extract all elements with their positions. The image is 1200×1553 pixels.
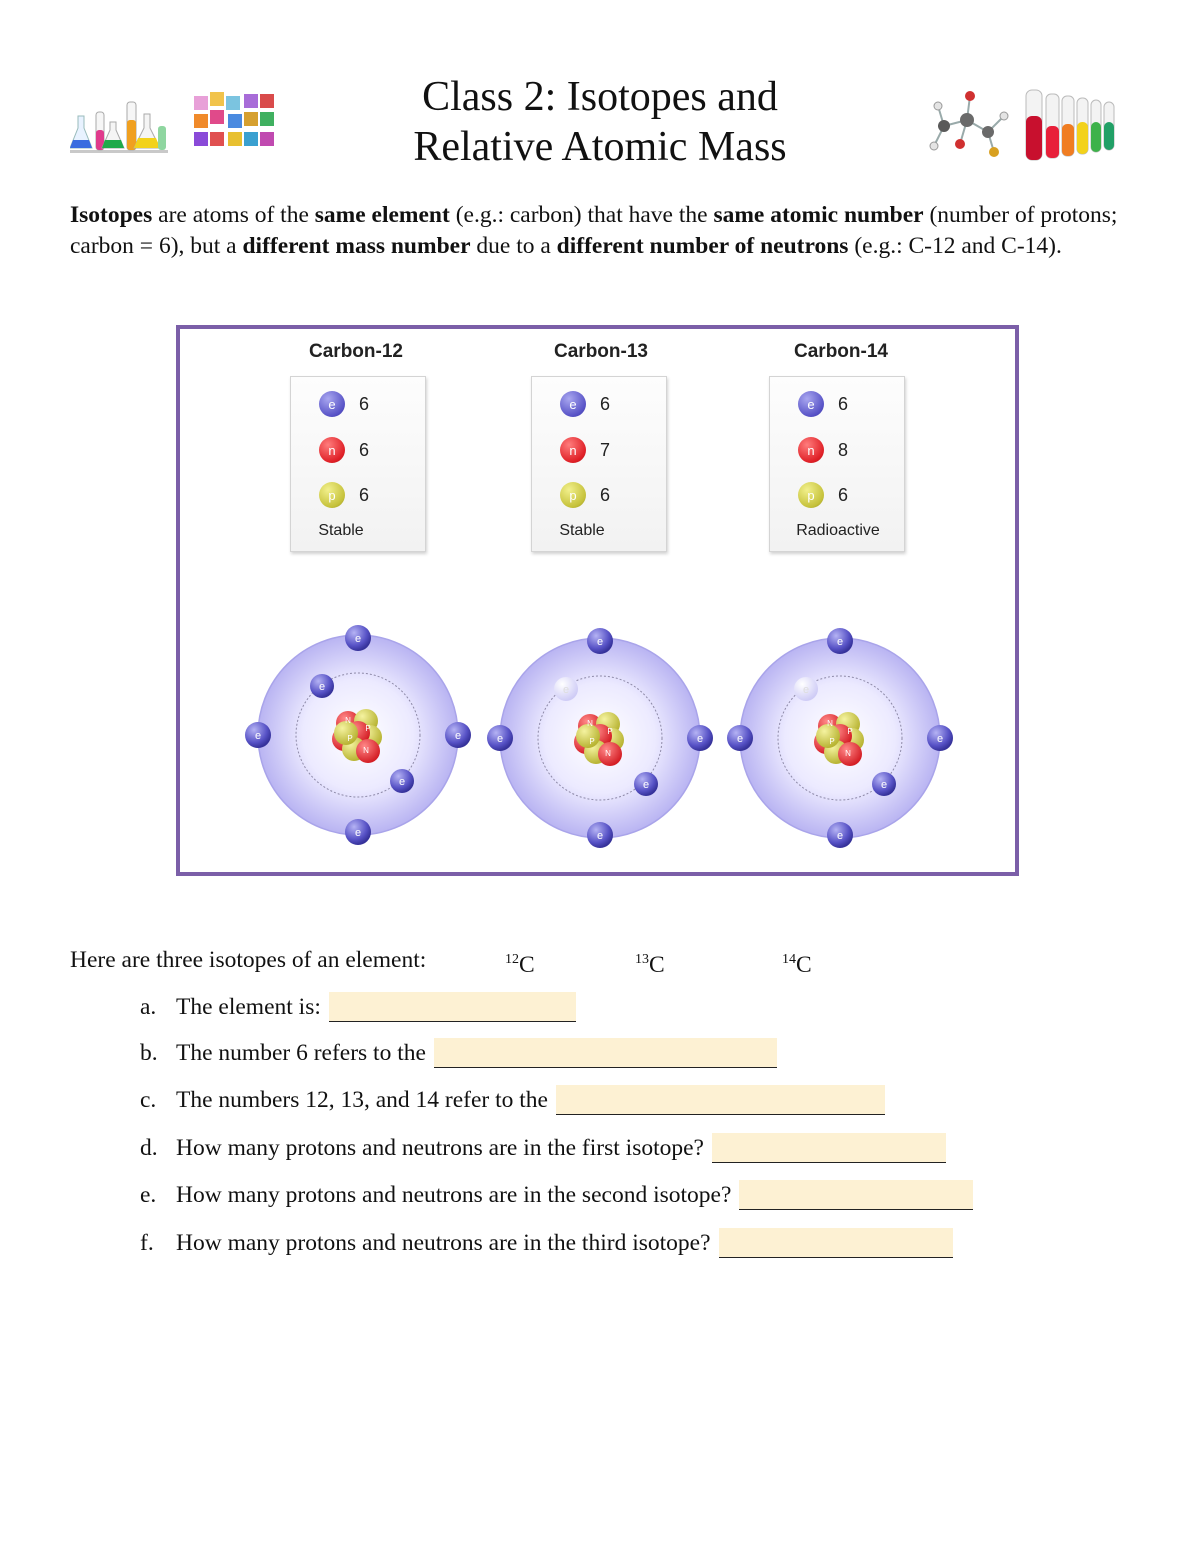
periodic-table-icon	[192, 92, 278, 154]
electron-icon: e	[319, 391, 345, 417]
proton-icon: p	[798, 482, 824, 508]
atom-model-carbon-14	[727, 628, 953, 848]
isotope-symbol-c12: $^{12}$C	[505, 952, 535, 978]
electron-icon	[445, 722, 471, 748]
test-tubes-icon	[1024, 86, 1120, 162]
stability-label: Stable	[318, 522, 364, 539]
svg-text:N: N	[845, 749, 851, 758]
electron-count: 6	[359, 393, 370, 414]
svg-text:e: e	[496, 733, 504, 745]
intro-text-3: (number of protons; carbon = 6), but a	[70, 202, 1118, 259]
electron-icon	[827, 628, 853, 654]
electron-icon: e	[560, 391, 586, 417]
electron-icon	[390, 769, 414, 793]
neutron-count: 6	[359, 439, 370, 460]
electron-count: 6	[600, 393, 611, 414]
atom-model-carbon-13	[487, 628, 713, 848]
svg-text:e: e	[596, 636, 604, 648]
svg-text:e: e	[880, 779, 888, 791]
electron-icon	[794, 677, 818, 701]
svg-text:e: e	[562, 684, 570, 696]
isotope-definition-paragraph	[70, 200, 1130, 262]
svg-text:e: e	[836, 636, 844, 648]
atom-models	[180, 329, 1015, 872]
question-letter: c.	[140, 1087, 157, 1113]
term-different-neutrons: different number of neutrons	[556, 233, 849, 259]
answer-field-d[interactable]	[712, 1133, 946, 1163]
intro-text-4: due to a	[470, 233, 557, 259]
question-text: The number 6 refers to the	[176, 1040, 426, 1066]
question-a	[140, 992, 576, 1022]
electron-icon	[345, 819, 371, 845]
question-b	[140, 1038, 777, 1068]
answer-field-a[interactable]	[329, 992, 576, 1022]
proton-count: 6	[600, 484, 611, 505]
svg-text:N: N	[363, 746, 369, 755]
svg-text:e: e	[398, 776, 406, 788]
svg-text:P: P	[347, 734, 353, 743]
intro-text-5: (e.g.: C-12 and C-14).	[848, 233, 1062, 259]
svg-text:e: e	[642, 779, 650, 791]
svg-text:P: P	[365, 724, 371, 733]
intro-text-1: are atoms of the	[152, 202, 315, 228]
electron-icon	[927, 725, 953, 751]
neutron-count: 7	[600, 439, 611, 460]
svg-text:N: N	[827, 719, 833, 728]
answer-field-f[interactable]	[719, 1228, 953, 1258]
isotope-title-carbon-14: Carbon-14	[794, 341, 888, 362]
answer-field-c[interactable]	[556, 1085, 885, 1115]
neutron-icon: n	[319, 437, 345, 463]
electron-icon	[727, 725, 753, 751]
carbon-isotopes-diagram	[176, 325, 1019, 876]
svg-text:e: e	[354, 633, 362, 645]
neutron-icon: n	[798, 437, 824, 463]
electron-icon	[487, 725, 513, 751]
electron-icon	[587, 822, 613, 848]
lab-glassware-icon	[70, 98, 168, 154]
question-e	[140, 1180, 973, 1210]
atom-model-carbon-12	[245, 625, 471, 845]
question-text: How many protons and neutrons are in the first isotope?	[176, 1135, 704, 1161]
proton-icon: p	[560, 482, 586, 508]
electron-icon	[687, 725, 713, 751]
svg-text:N: N	[605, 749, 611, 758]
question-letter: f.	[140, 1230, 154, 1256]
svg-text:e: e	[354, 827, 362, 839]
molecule-model-icon	[924, 86, 1010, 162]
svg-text:P: P	[607, 727, 613, 736]
svg-text:e: e	[836, 830, 844, 842]
question-d	[140, 1133, 946, 1163]
answer-field-e[interactable]	[739, 1180, 973, 1210]
electron-icon	[554, 677, 578, 701]
page-title	[300, 72, 900, 172]
svg-text:e: e	[454, 730, 462, 742]
electron-icon	[310, 674, 334, 698]
question-text: How many protons and neutrons are in the second isotope?	[176, 1182, 732, 1208]
electron-icon	[345, 625, 371, 651]
svg-text:P: P	[589, 737, 595, 746]
electron-icon: e	[798, 391, 824, 417]
svg-text:e: e	[936, 733, 944, 745]
svg-text:P: P	[847, 727, 853, 736]
isotope-symbol-c13: $^{13}$C	[635, 952, 665, 978]
electron-icon	[827, 822, 853, 848]
stability-label: Stable	[559, 522, 605, 539]
svg-text:e: e	[318, 681, 326, 693]
question-letter: e.	[140, 1182, 157, 1208]
question-f	[140, 1228, 953, 1258]
proton-count: 6	[838, 484, 849, 505]
question-letter: b.	[140, 1040, 158, 1066]
svg-text:e: e	[736, 733, 744, 745]
intro-text-2: (e.g.: carbon) that have the	[449, 202, 714, 228]
svg-text:e: e	[596, 830, 604, 842]
svg-text:e: e	[696, 733, 704, 745]
svg-text:P: P	[829, 737, 835, 746]
stability-label: Radioactive	[796, 522, 880, 539]
isotope-title-carbon-13: Carbon-13	[554, 341, 648, 362]
term-different-mass-number: different mass number	[242, 233, 471, 259]
neutron-count: 8	[838, 439, 849, 460]
electron-count: 6	[838, 393, 849, 414]
question-letter: d.	[140, 1135, 158, 1161]
electron-icon	[587, 628, 613, 654]
proton-count: 6	[359, 484, 370, 505]
title-line-1: Class 2: Isotopes and	[422, 74, 778, 120]
neutron-icon: n	[560, 437, 586, 463]
question-text: The element is:	[176, 994, 321, 1020]
question-intro: Here are three isotopes of an element:	[70, 947, 427, 973]
term-isotopes: Isotopes	[70, 202, 153, 228]
question-letter: a.	[140, 994, 157, 1020]
svg-text:e: e	[802, 684, 810, 696]
question-text: How many protons and neutrons are in the third isotope?	[176, 1230, 711, 1256]
term-same-atomic-number: same atomic number	[713, 202, 924, 228]
electron-icon	[634, 772, 658, 796]
svg-text:N: N	[587, 719, 593, 728]
isotope-symbol-c14: $^{14}$C	[782, 952, 812, 978]
svg-text:e: e	[254, 730, 262, 742]
proton-icon: p	[319, 482, 345, 508]
isotope-title-carbon-12: Carbon-12	[309, 341, 403, 362]
electron-icon	[245, 722, 271, 748]
title-line-2: Relative Atomic Mass	[413, 124, 787, 170]
term-same-element: same element	[314, 202, 450, 228]
svg-text:N: N	[345, 716, 351, 725]
question-c	[140, 1085, 885, 1115]
question-text: The numbers 12, 13, and 14 refer to the	[176, 1087, 548, 1113]
electron-icon	[872, 772, 896, 796]
answer-field-b[interactable]	[434, 1038, 777, 1068]
